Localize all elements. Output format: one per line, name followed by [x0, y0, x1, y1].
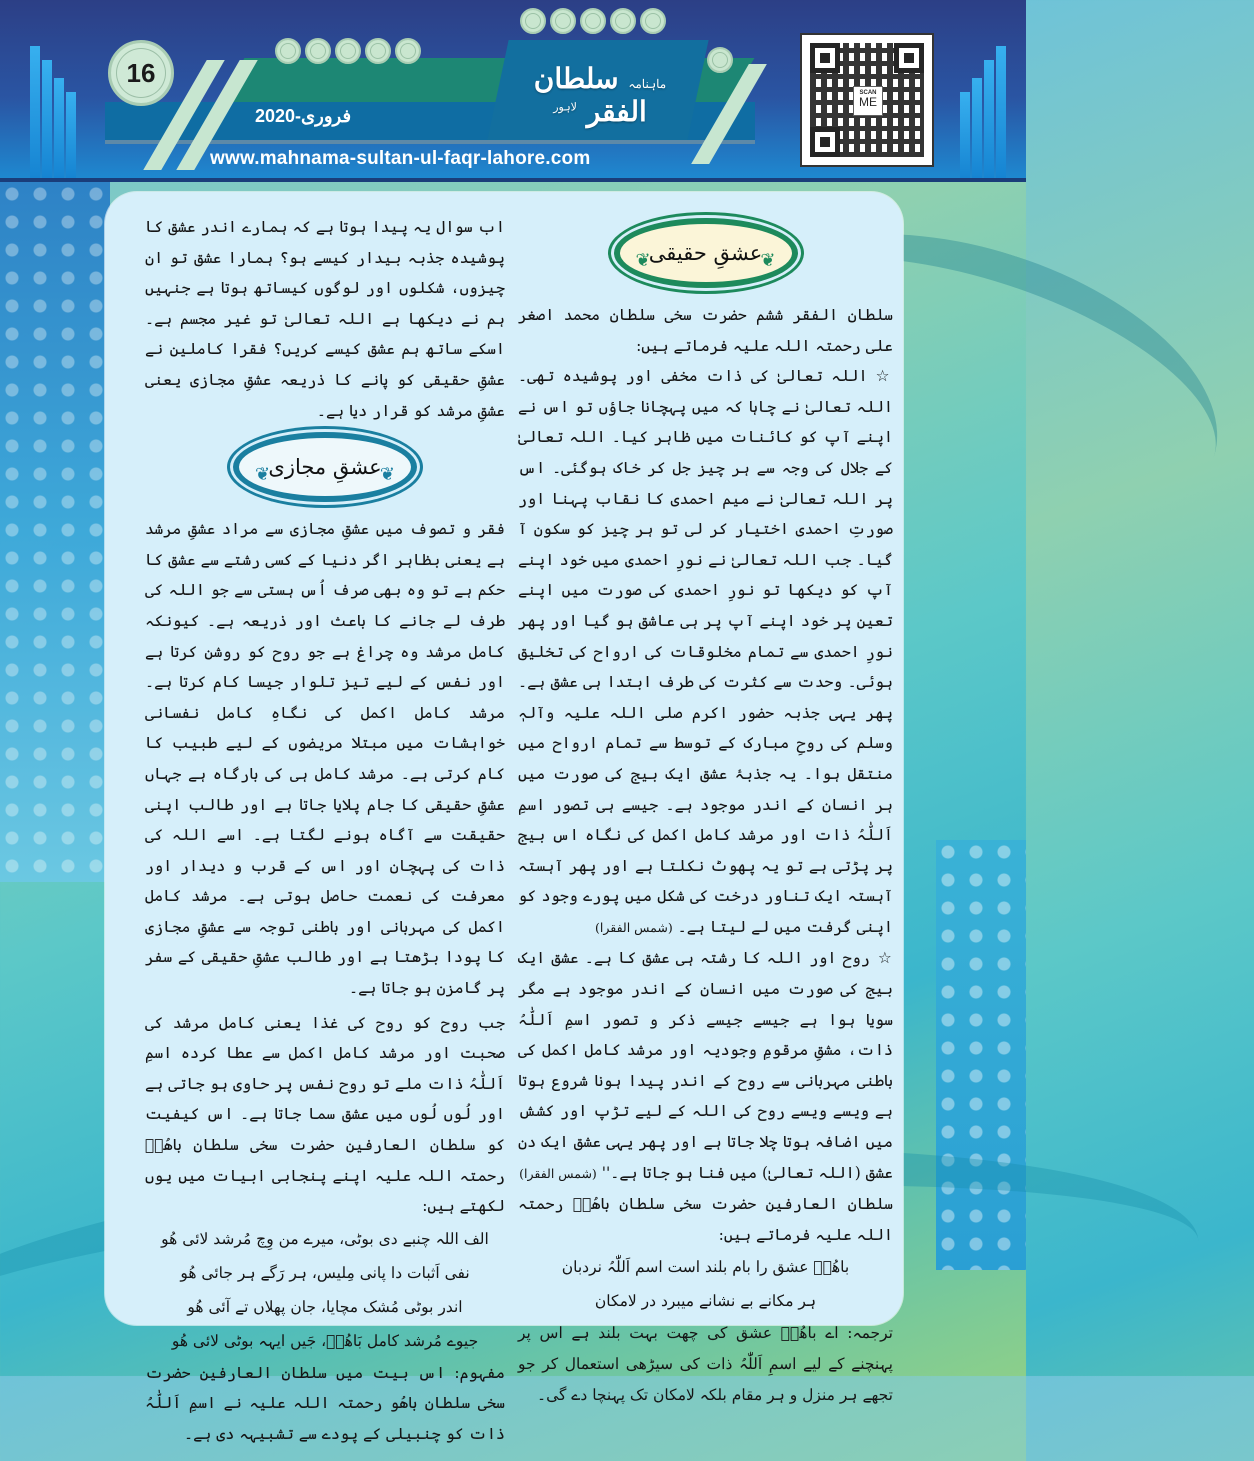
- page-number-badge: [108, 40, 174, 106]
- translation-paragraph: ترجمہ: اے باھُوؒ عشق کی چھت بہت بلند ہے اس پر پہنچنے کے لیے اسمِ اَللّٰہُ ذات کی سیڑھی استعمال کر جو تجھے ہر منزل و ہر مقام بلکہ لامکان تک پہنچا دے گی۔: [518, 1324, 893, 1404]
- punjabi-verse-line: الف اللہ چنبے دی بوٹی، میرے من وِچ مُرشد لائی ھُو: [161, 1229, 489, 1248]
- article-column-right: [518, 212, 893, 1410]
- qr-finder: [810, 127, 840, 157]
- qr-finder: [894, 43, 924, 73]
- qr-finder: [810, 43, 840, 73]
- magazine-prefix: ماہنامہ: [628, 77, 667, 91]
- citation: (شمس الفقرا): [519, 1165, 597, 1181]
- star-outline-icon: ☆: [875, 367, 893, 386]
- bahu-intro: سلطان العارفین حضرت سخی سلطان باھُوؒ رحمتہ اللہ علیہ فرماتے ہیں:: [518, 1195, 893, 1244]
- paragraph: ☆اللہ تعالیٰ کی ذات مخفی اور پوشیدہ تھی۔ اللہ تعالیٰ نے چاہا کہ میں پہچانا جاؤں تو اس نے اپنے آپ کو کائنات میں ظاہر کیا۔ اللہ تعالیٰ کے جلال کی وجہ سے ہر چیز جل کر خاک ہوگئی۔ اس پر اللہ تعالیٰ نے میم احمدی کا نقاب پہنا اور صورتِ احمدی اختیار کر لی تو ہر چیز کو سکون آ گیا۔ جب اللہ تعالیٰ نے نورِ احمدی میں خود اپنے آپ کو دیکھا تو نورِ احمدی کی صورت میں اپنے تعین پر خود اپنے آپ پر ہی عاشق ہو گیا اور پھر نورِ احمدی سے تمام مخلوقات کی ارواح کی تخلیق ہوئی۔ وحدت سے کثرت کی طرف ابتدا ہی عشق ہے۔ پھر یہی جذبہ حضور اکرم صلی اللہ علیہ وآلہٖ وسلم کی روحِ مبارک کے توسط سے تمام ارواح میں منتقل ہوا۔ یہ جذبۂ عشق ایک بیج کی صورت میں ہر انسان کے اندر موجود ہے۔ جیسے ہی تصور اسمِ اَللّٰہُ ذات اور مرشد کامل اکمل کی نگاہ اس بیج پر پڑتی ہے تو یہ پھوٹ نکلتا ہے اور پھر آہستہ آہستہ ایک تناور درخت کی شکل میں پورے وجود کو اپنی گرفت میں لے لیتا ہے۔ (شمس الفقرا): [518, 367, 893, 936]
- persian-verse-line: ہر مکانے بے نشانے میبرد در لامکان: [594, 1292, 817, 1311]
- section-heading-ishq-haqiqi: عشقِ حقیقی: [648, 240, 763, 265]
- section-heading-cartouche: [614, 218, 798, 288]
- article-column-left: [145, 212, 505, 1450]
- decorative-bars-left: [30, 30, 76, 178]
- intro-paragraph: سلطان الفقر ششم حضرت سخی سلطان محمد اصغر علی رحمتہ اللہ علیہ فرماتے ہیں:: [518, 306, 893, 355]
- section-heading-cartouche: [233, 432, 417, 502]
- scroll-ornament-icon: ❦: [379, 464, 395, 486]
- explanation-paragraph: مفہوم: اس بیت میں سلطان العارفین حضرت سخی سلطان باھُو رحمتہ اللہ علیہ نے اسمِ اَللّٰہُ ذات کو چنبیلی کے پودے سے تشبیہہ دی ہے۔: [145, 1363, 505, 1443]
- issue-date: فروری-2020: [255, 106, 352, 126]
- qr-pattern: [810, 43, 924, 157]
- decorative-bars-right: [960, 30, 1006, 178]
- page-number: 16: [126, 57, 156, 88]
- paragraph: فقر و تصوف میں عشقِ مجازی سے مراد عشقِ مرشد ہے یعنی بظاہر اگر دنیا کے کسی رشتے سے عشق کا حکم ہے تو وہ بھی صرف اُس ہستی سے جو اللہ کی طرف لے جانے کا باعث اور ذریعہ ہے۔ کیونکہ کامل مرشد وہ چراغ ہے جو روح کو روشن کرتا ہے اور نفس کے لیے تیز تلوار جیسا کام کرتا ہے۔ مرشد کامل اکمل کی نگاہِ کامل نفسانی خواہشات میں مبتلا مریضوں کے لیے طبیب کا کام کرتی ہے۔ مرشد کامل ہی کی بارگاہ ہے جہاں عشقِ حقیقی کا جام پلایا جاتا ہے اور طالب اپنی حقیقت سے آگاہ ہونے لگتا ہے۔ اسے اللہ کی ذات کی پہچان اور اس کے قرب و دیدار اور معرفت کی نعمت حاصل ہوتی ہے۔ مرشد کامل اکمل کی مہربانی اور باطنی توجہ سے عشقِ مجازی کا پودا بڑھتا ہے اور طالب عشقِ حقیقی کے سفر پر گامزن ہو جاتا ہے۔: [145, 520, 505, 998]
- background-pattern-left: [0, 182, 110, 882]
- magazine-title: سلطان الفقر: [533, 62, 647, 128]
- article-panel: [105, 192, 903, 1443]
- punjabi-verse-line: اندر بوٹی مُشک مچایا، جان پھلاں تے آئی ھُو: [187, 1297, 463, 1316]
- magazine-city: لاہور: [553, 100, 577, 114]
- scan-me-label: SCAN ME: [853, 86, 883, 116]
- scroll-ornament-icon: ❦: [255, 464, 271, 486]
- paragraph: جب روح کو روح کی غذا یعنی کامل مرشد کی صحبت اور مرشد کامل اکمل سے عطا کردہ اسمِ اَللّٰہُ ذات ملے تو روح نفس پر حاوی ہو جاتی ہے اور لُوں لُوں میں عشق سما جاتا ہے۔ اس کیفیت کو سلطان العارفین حضرت سخی سلطان باھُوؒ رحمتہ اللہ علیہ اپنے پنجابی ابیات میں یوں لکھتے ہیں:: [145, 1013, 505, 1216]
- paragraph: ☆روح اور اللہ کا رشتہ ہی عشق کا ہے۔ عشق ایک بیج کی صورت میں انسان کے اندر موجود ہے مگر سویا ہوا ہے جیسے جیسے ذکر و تصور اسمِ اَللّٰہُ ذات، مشقِ مرقومِ وجودیہ اور مرشد کامل اکمل کی باطنی مہربانی سے روح کے اندر پیدا ہونا شروع ہوتا ہے ویسے ویسے روح کی اللہ کے لیے تڑپ اور کشش میں اضافہ ہوتا چلا جاتا ہے اور پھر یہی عشق ایک دن عشق (اللہ تعالیٰ) میں فنا ہو جاتا ہے۔'' (شمس الفقرا): [518, 949, 893, 1182]
- scroll-ornament-icon: ❦: [760, 250, 776, 271]
- qr-code[interactable]: [800, 33, 934, 167]
- citation: (شمس الفقرا): [595, 919, 673, 935]
- decorative-dots-top: [520, 8, 666, 34]
- magazine-header: [0, 0, 1026, 182]
- magazine-logo: [505, 62, 695, 128]
- paragraph: اب سوال یہ پیدا ہوتا ہے کہ ہمارے اندر عشق کا پوشیدہ جذبہ بیدار کیسے ہو؟ ہمارا عشق تو ان چیزوں، شکلوں اور لوگوں کیساتھ ہوتا ہے جنہیں ہم نے دیکھا ہے اللہ تعالیٰ تو غیر مجسم ہے۔ اسکے ساتھ ہم عشق کیسے کریں؟ فقرا کاملین نے عشقِ حقیقی کو پانے کا ذریعہ عشقِ مجازی یعنی عشقِ مرشد کو قرار دیا ہے۔: [145, 218, 505, 420]
- star-outline-icon: ☆: [877, 949, 893, 968]
- decorative-dots-middle: [275, 38, 421, 64]
- website-link[interactable]: www.mahnama-sultan-ul-faqr-lahore.com: [210, 148, 591, 169]
- section-heading-ishq-majazi: عشقِ مجازی: [268, 454, 382, 479]
- punjabi-verse-line: جیوے مُرشد کامل بَاھُوؒ، جَیں ایہہ بوٹی لائی ھُو: [171, 1331, 479, 1350]
- scroll-ornament-icon: ❦: [635, 250, 651, 271]
- punjabi-verse-line: نفی اَثبات دا پانی مِلیس، ہر رَگے ہر جائی ھُو: [180, 1263, 470, 1282]
- persian-verse-line: باھُوؒ عشق را بام بلند است اسم اَللّٰہُ نردبان: [561, 1258, 850, 1277]
- decorative-dot: [707, 47, 733, 73]
